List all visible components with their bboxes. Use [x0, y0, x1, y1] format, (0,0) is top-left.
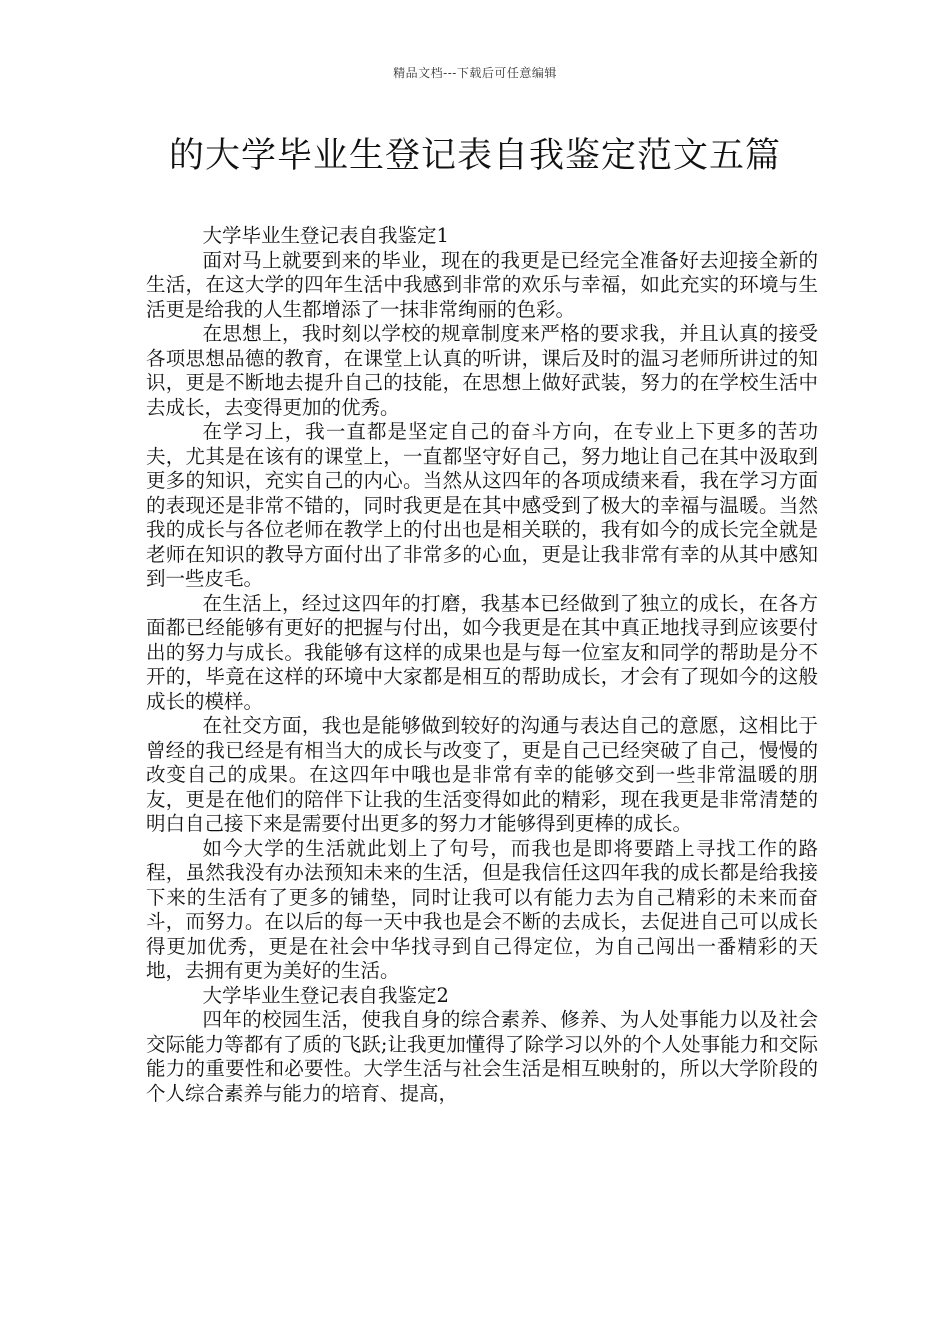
- paragraph: 在社交方面，我也是能够做到较好的沟通与表达自己的意愿，这相比于曾经的我已经是有相当大的成长与改变了，更是自己已经突破了自己，慢慢的改变自己的成果。在这四年中哦也是非常有幸的能够交到一些非常温暖的朋友，更是在他们的陪伴下让我的生活变得如此的精彩，现在我更是非常清楚的明白自己接下来是需要付出更多的努力才能够得到更棒的成长。: [146, 714, 818, 835]
- paragraph: 如今大学的生活就此划上了句号，而我也是即将要踏上寻找工作的路程，虽然我没有办法预知未来的生活，但是我信任这四年我的成长都是给我接下来的生活有了更多的铺垫，同时让我可以有能力去为自己精彩的未来而奋斗，而努力。在以后的每一天中我也是会不断的去成长，去促进自己可以成长得更加优秀，更是在社会中华找寻到自己得定位，为自己闯出一番精彩的天地，去拥有更为美好的生活。: [146, 836, 818, 982]
- paragraph: 面对马上就要到来的毕业，现在的我更是已经完全准备好去迎接全新的生活，在这大学的四年生活中我感到非常的欢乐与幸福，如此充实的环境与生活更是给我的人生都增添了一抹非常绚丽的色彩。: [146, 248, 818, 321]
- section-heading-2: 大学毕业生登记表自我鉴定2: [202, 983, 449, 1007]
- section-heading-1: 大学毕业生登记表自我鉴定1: [202, 224, 449, 247]
- paragraph: 在学习上，我一直都是坚定自己的奋斗方向，在专业上下更多的苦功夫，尤其是在该有的课堂上，一直都坚守好自己，努力地让自己在其中汲取到更多的知识，充实自己的内心。当然从这四年的各项成绩来看，我在学习方面的表现还是非常不错的，同时我更是在其中感受到了极大的幸福与温暖。当然我的成长与各位老师在教学上的付出也是相关联的，我有如今的成长完全就是老师在知识的教导方面付出了非常多的心血，更是让我非常有幸的从其中感知到一些皮毛。: [146, 420, 818, 590]
- paragraph: 在生活上，经过这四年的打磨，我基本已经做到了独立的成长，在各方面都已经能够有更好的把握与付出，如今我更是在其中真正地找寻到应该要付出的努力与成长。我能够有这样的成果也是与每一位室友和同学的帮助是分不开的，毕竟在这样的环境中大家都是相互的帮助成长，才会有了现如今的这般成长的模样。: [146, 591, 818, 713]
- document-body: [146, 224, 818, 1106]
- paragraph: 四年的校园生活，使我自身的综合素养、修养、为人处事能力以及社会交际能力等都有了质的飞跃;让我更加懂得了除学习以外的个人处事能力和交际能力的重要性和必要性。大学生活与社会生活是相互映射的，所以大学阶段的个人综合素养与能力的培育、提高，: [146, 1008, 818, 1105]
- paragraph: 在思想上，我时刻以学校的规章制度来严格的要求我，并且认真的接受各项思想品德的教育，在课堂上认真的听讲，课后及时的温习老师所讲过的知识，更是不断地去提升自己的技能，在思想上做好武装，努力的在学校生活中去成长，去变得更加的优秀。: [146, 322, 818, 419]
- header-note: 精品文档---下载后可任意编辑: [393, 66, 557, 80]
- document-title: 的大学毕业生登记表自我鉴定范文五篇: [168, 136, 781, 176]
